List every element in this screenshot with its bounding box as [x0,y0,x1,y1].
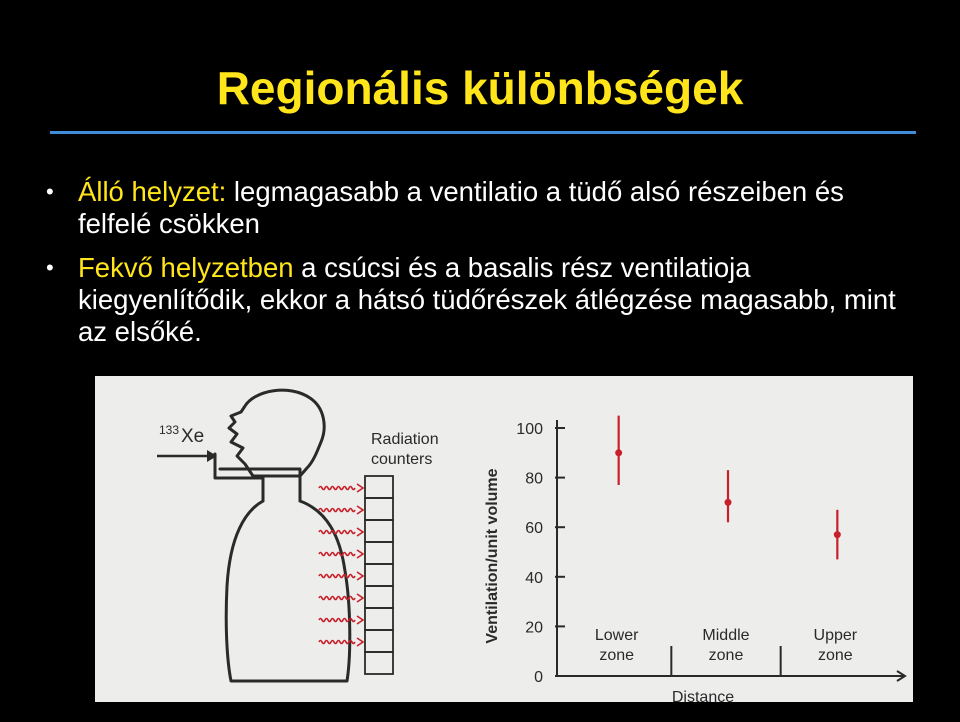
radiation-wave [319,575,355,578]
figure-svg [95,376,913,702]
bullet-item-standing [40,176,920,240]
radiation-arrowhead [357,572,363,580]
slide-title: Regionális különbségek [216,62,744,114]
radiation-arrowhead [357,638,363,646]
lung-outline [226,501,350,681]
ventilation-chart [516,416,905,686]
xe-isotope: 133 [159,423,180,437]
y-tick-label: 80 [525,470,543,488]
category-label: zone [708,647,744,664]
neck-outline [215,454,263,501]
counter-box [365,476,393,498]
counter-label-2: counters [371,451,433,468]
counter-box [365,586,393,608]
counter-box [365,542,393,564]
category-label: zone [599,647,635,664]
data-point [834,531,841,538]
counter-box [365,520,393,542]
radiation-arrowhead [357,616,363,624]
bullet-dot-icon: • [46,179,54,204]
data-point [725,499,732,506]
radiation-arrowhead [357,550,363,558]
trachea-inner [220,469,300,501]
radiation-wave [319,487,355,490]
xe-label: Xe [181,426,205,447]
counter-box [365,630,393,652]
counter-box [365,564,393,586]
y-tick-label: 20 [525,619,543,637]
radiation-wave [319,553,355,556]
counter-box [365,498,393,520]
counter-box [365,608,393,630]
bullet-highlight: Fekvő helyzetben [78,252,294,283]
category-label: Upper [813,627,858,644]
y-axis-label: Ventilation/unit volume [484,468,501,644]
y-tick-label: 60 [525,520,543,538]
head-profile [229,390,324,476]
x-axis-label: Distance [671,689,735,702]
y-tick-label: 100 [516,421,543,438]
bullet-text: a csúcsi és a basalis rész ventilatioja kiegyenlítődik, ekkor a hátsó tüdőrészek átlégzése magasabb, mint az elsőké. [78,252,896,347]
lung-diagram [215,390,350,681]
radiation-counters [365,476,393,674]
counter-label-1: Radiation [371,431,439,448]
counter-box [365,652,393,674]
bullet-list [40,176,920,360]
bullet-highlight: Álló helyzet: [78,176,227,207]
radiation-wave [319,531,355,534]
radiation-arrowhead [357,484,363,492]
radiation-arrowhead [357,528,363,536]
xe-arrow [157,450,217,462]
radiation-arrowhead [357,506,363,514]
bullet-item-supine [40,252,920,348]
category-label: Middle [702,627,750,644]
radiation-waves [319,484,363,646]
title-divider [50,131,916,134]
category-label: Lower [594,627,639,644]
y-tick-label: 0 [534,669,543,686]
y-tick-label: 40 [525,569,543,587]
bullet-dot-icon: • [46,255,54,280]
data-point [615,449,622,456]
category-label: zone [817,647,853,664]
radiation-arrowhead [357,594,363,602]
ventilation-figure [95,376,913,702]
radiation-wave [319,509,355,512]
bullet-text: legmagasabb a ventilatio a tüdő alsó részeiben és felfelé csökken [78,176,844,239]
